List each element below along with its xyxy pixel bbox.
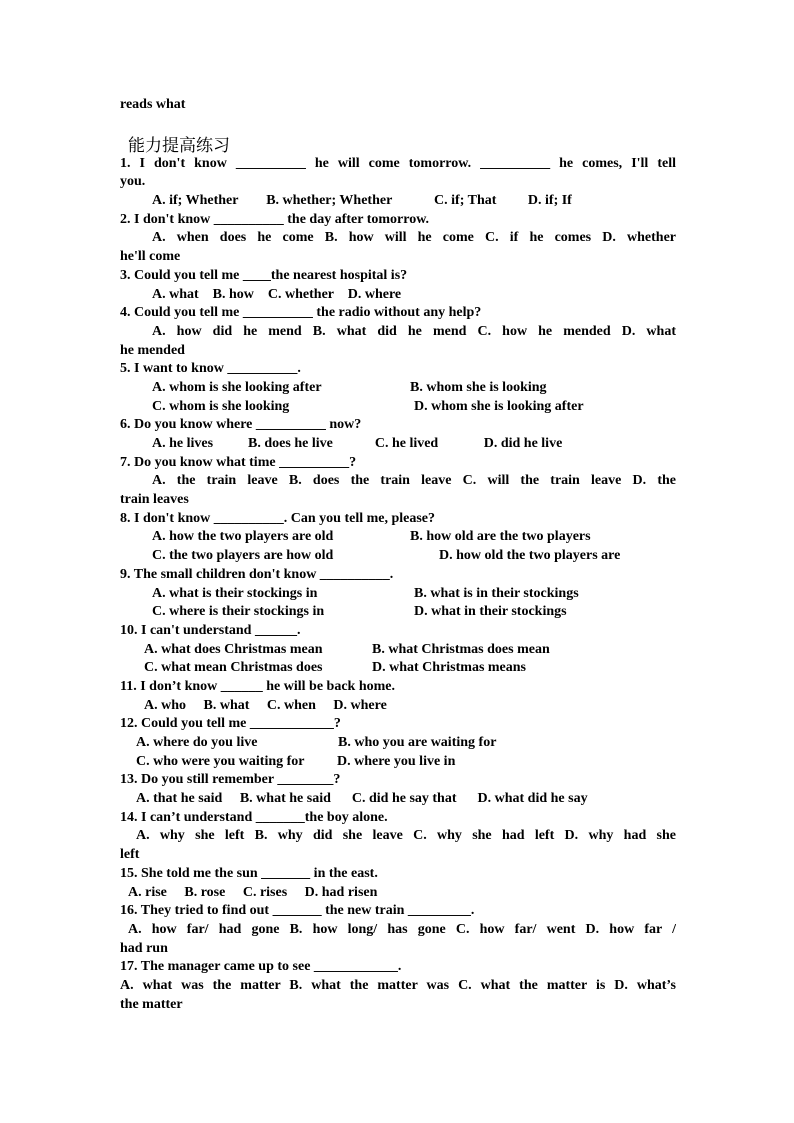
option-c: C. the two players are how old	[152, 548, 334, 564]
question-16-options: A. how far/ had gone B. how long/ has gone C. how far/ went D. how far /	[128, 921, 676, 937]
question-11-stem: 11. I don’t know ______ he will be back home.	[120, 678, 395, 694]
question-5-options-row-2	[120, 398, 676, 417]
question-17-stem: 17. The manager came up to see ____________.	[120, 959, 402, 975]
option-a: A. whom is she looking after	[152, 379, 322, 395]
question-1-stem: 1. I don't know __________ he will come tomorrow. __________ he comes, I'll tell	[120, 155, 676, 171]
question-1-options: A. if; Whether B. whether; Whether C. if; That D. if; If	[152, 193, 572, 209]
option-a: A. where do you live	[136, 735, 258, 750]
question-14-stem: 14. I can’t understand _______the boy alone.	[120, 809, 388, 825]
question-17-options: A. what was the matter B. what the matter was C. what the matter is D. what’s	[120, 977, 676, 993]
question-7-options: A. the train leave B. does the train leave C. will the train leave D. the	[152, 473, 676, 489]
question-15-stem: 15. She told me the sun _______ in the east.	[120, 865, 378, 881]
question-13-stem: 13. Do you still remember ________?	[120, 772, 341, 788]
question-17-continuation: the matter	[120, 996, 183, 1012]
question-4-continuation: he mended	[120, 342, 185, 358]
question-10-options-row-2	[120, 659, 676, 678]
question-12-options-row-2	[120, 753, 676, 772]
question-15-options: A. rise B. rose C. rises D. had risen	[128, 884, 378, 900]
question-9-stem: 9. The small children don't know __________.	[120, 566, 394, 582]
question-5-stem: 5. I want to know __________.	[120, 361, 301, 377]
question-4-stem: 4. Could you tell me __________ the radio without any help?	[120, 305, 482, 321]
question-14-options: A. why she left B. why did she leave C. why she had left D. why had she	[136, 828, 676, 844]
option-c: C. what mean Christmas does	[144, 660, 323, 676]
option-c: C. whom is she looking	[152, 398, 290, 414]
question-8-stem: 8. I don't know __________. Can you tell me, please?	[120, 510, 436, 526]
question-11-options: A. who B. what C. when D. where	[144, 697, 387, 713]
question-9-options-row-2	[120, 603, 676, 622]
option-c: C. where is their stockings in	[152, 604, 325, 620]
question-10-stem: 10. I can't understand ______.	[120, 622, 301, 638]
top-text: reads what	[120, 97, 186, 112]
option-b: B. how old are the two players	[410, 529, 591, 545]
option-b: B. whom she is looking	[410, 379, 547, 395]
question-7-stem: 7. Do you know what time __________?	[120, 454, 357, 470]
question-2-stem: 2. I don't know __________ the day after tomorrow.	[120, 211, 430, 227]
question-3-options: A. what B. how C. whether D. where	[152, 286, 402, 302]
option-b: B. what is in their stockings	[414, 585, 579, 601]
question-2-options: A. when does he come B. how will he come C. if he comes D. whether	[152, 230, 676, 246]
question-8-options-row-2	[120, 547, 676, 566]
question-12-stem: 12. Could you tell me ____________?	[120, 716, 341, 732]
question-13-options: A. that he said B. what he said C. did he say that D. what did he say	[136, 791, 588, 807]
exercise-content	[120, 96, 676, 1014]
question-16-continuation: had run	[120, 940, 168, 956]
question-3-stem: 3. Could you tell me ____the nearest hospital is?	[120, 267, 408, 283]
option-b: B. who you are waiting for	[338, 735, 497, 750]
question-4-options: A. how did he mend B. what did he mend C. how he mended D. what	[152, 323, 676, 339]
option-d: D. how old the two players are	[439, 548, 621, 564]
question-7-continuation: train leaves	[120, 492, 189, 508]
question-2-continuation: he'll come	[120, 249, 181, 265]
question-10-options-row-1	[120, 641, 676, 660]
option-c: C. who were you waiting for	[136, 753, 305, 769]
option-a: A. how the two players are old	[152, 529, 334, 545]
option-d: D. whom she is looking after	[414, 398, 584, 414]
question-1-continuation: you.	[120, 174, 146, 190]
question-8-options-row-1	[120, 528, 676, 547]
question-5-options-row-1	[120, 379, 676, 398]
question-9-options-row-1	[120, 585, 676, 604]
option-d: D. what Christmas means	[372, 660, 526, 676]
option-d: D. what in their stockings	[414, 604, 567, 620]
question-16-stem: 16. They tried to find out _______ the new train _________.	[120, 903, 475, 919]
option-b: B. what Christmas does mean	[372, 641, 550, 657]
question-14-continuation: left	[120, 847, 140, 863]
option-a: A. what is their stockings in	[152, 585, 318, 601]
question-6-stem: 6. Do you know where __________ now?	[120, 417, 362, 433]
option-a: A. what does Christmas mean	[144, 641, 323, 657]
section-heading: 能力提高练习	[128, 135, 230, 155]
option-d: D. where you live in	[337, 753, 456, 769]
question-6-options: A. he lives B. does he live C. he lived D. did he live	[152, 436, 563, 451]
question-12-options-row-1	[120, 734, 676, 753]
